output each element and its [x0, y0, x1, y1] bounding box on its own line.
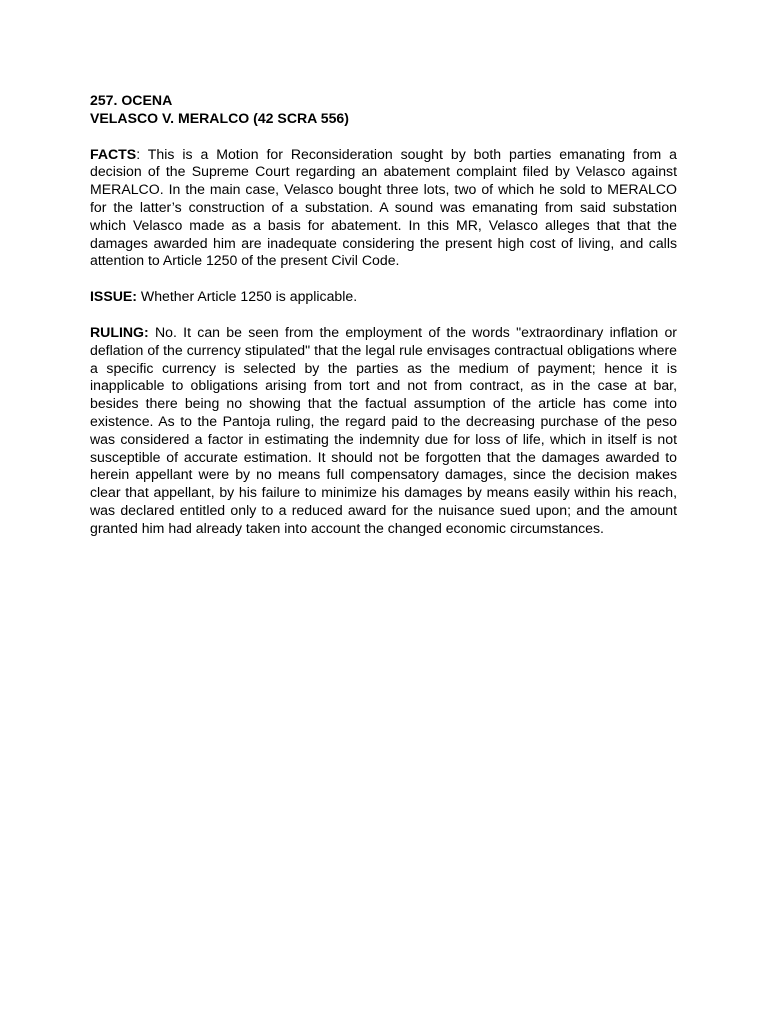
ruling-paragraph — [90, 324, 677, 538]
issue-text: Whether Article 1250 is applicable. — [137, 288, 358, 305]
document-page — [90, 92, 677, 538]
ruling-text: No. It can be seen from the employment of the words "extraordinary inflation or deflation of the currency stipulated" that the legal rule envisages contractual obligations where a specific currency is selected by the parties as the medium of payment; hence it is inapplicable to obligations arising from tort and not from contract, as in the case at bar, besides there being no showing that the factual assumption of the article has come into existence. As to the Pantoja ruling, the regard paid to the decreasing purchase of the peso was considered a factor in estimating the indemnity due for loss of life, which in itself is not susceptible of accurate estimation. It should not be forgotten that the damages awarded to herein appellant were by no means full compensatory damages, since the decision makes clear that appellant, by his failure to minimize his damages by means easily within his reach, was declared entitled only to a reduced award for the nuisance sued upon; and the amount granted him had already taken into account the changed economic circumstances. — [90, 323, 677, 536]
case-header — [90, 92, 677, 128]
case-number-title: 257. OCENA — [90, 92, 173, 108]
facts-text: : This is a Motion for Reconsideration sought by both parties emanating from a decision of the Supreme Court regarding an abatement complaint filed by Velasco against MERALCO. In the main case, Velasco bought three lots, two of which he sold to MERALCO for the latter’s construction of a substation. A sound was emanating from said substation which Velasco made as a basis for abatement. In this MR, Velasco alleges that that the damages awarded him are inadequate considering the present high cost of living, and calls attention to Article 1250 of the present Civil Code. — [90, 145, 677, 269]
issue-label: ISSUE: — [90, 288, 137, 305]
issue-paragraph — [90, 288, 677, 306]
facts-paragraph — [90, 146, 677, 271]
case-title: VELASCO V. MERALCO (42 SCRA 556) — [90, 109, 349, 126]
facts-label: FACTS — [90, 145, 137, 162]
ruling-label: RULING: — [90, 323, 149, 340]
